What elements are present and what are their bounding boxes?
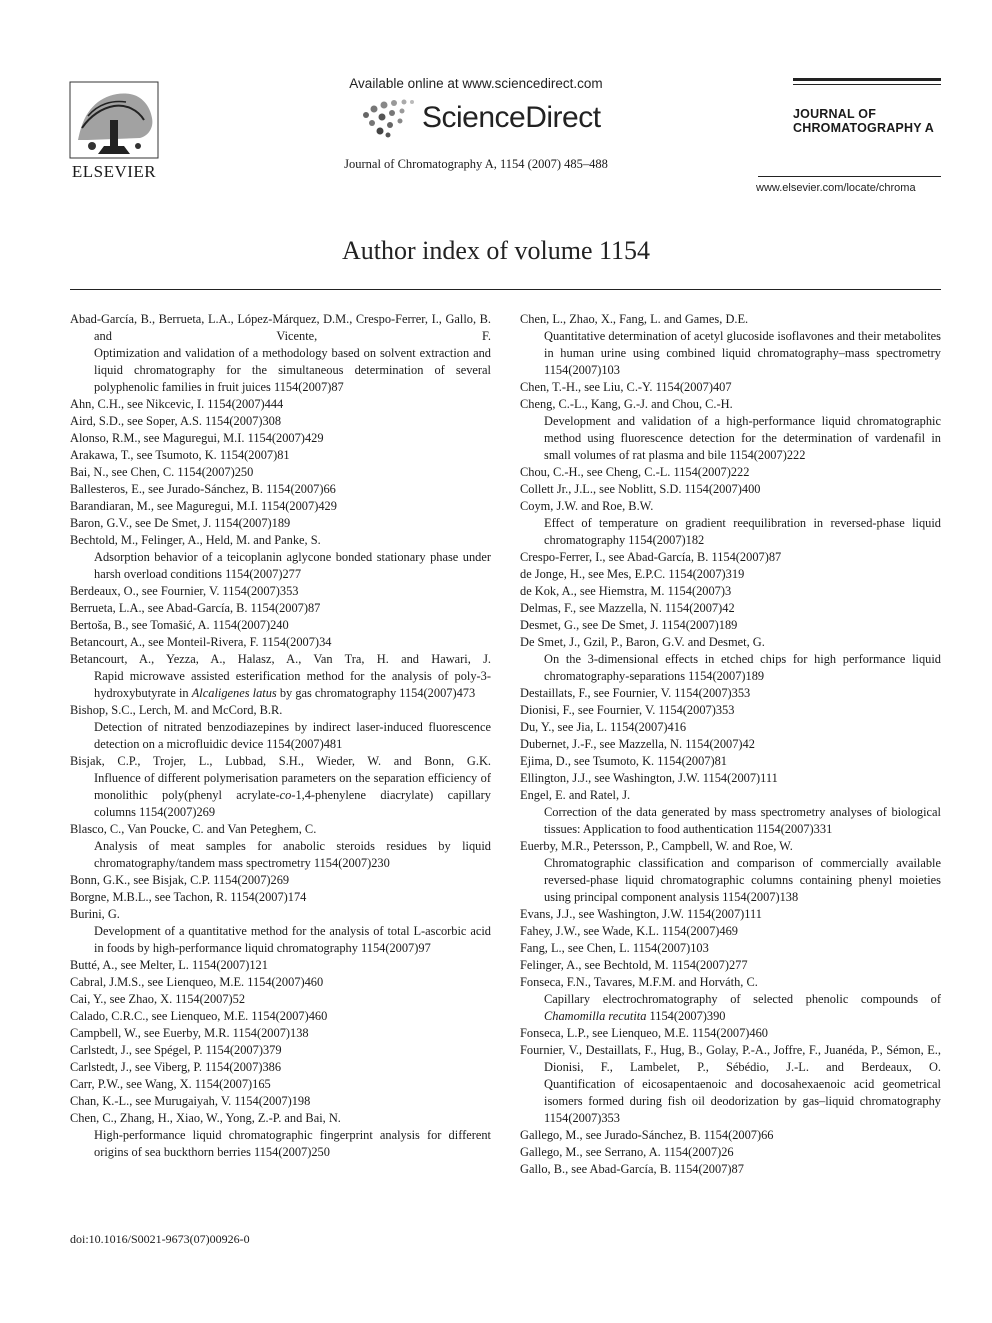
sciencedirect-dots-icon (360, 99, 420, 139)
entry-authors: Bisjak, C.P., Trojer, L., Lubbad, S.H., Wieder, W. and Bonn, G.K. (70, 754, 491, 768)
entry-authors: Betancourt, A., Yezza, A., Halasz, A., Van Tra, H. and Hawari, J. (70, 652, 491, 666)
index-entry (70, 481, 491, 498)
elsevier-logo (68, 80, 160, 182)
index-column-right (520, 311, 941, 1178)
entry-authors: Dionisi, F., see Fournier, V. 1154(2007)353 (520, 703, 735, 717)
entry-authors: de Kok, A., see Hiemstra, M. 1154(2007)3 (520, 584, 732, 598)
entry-title: Adsorption behavior of a teicoplanin aglycone bonded stationary phase under harsh overload conditions 1154(2007)277 (94, 550, 491, 581)
entry-authors: Ballesteros, E., see Jurado-Sánchez, B. 1154(2007)66 (70, 482, 336, 496)
entry-title: Chromatographic classification and comparison of commercially available reversed-phase liquid chromatographic columns containing phenyl moieties using principal component analysis 1154(2007)138 (544, 856, 941, 904)
index-entry (70, 617, 491, 634)
entry-authors: Fournier, V., Destaillats, F., Hug, B., Golay, P.-A., Joffre, F., Juanéda, P., Sémon, E., Dionisi, F., Lambelet, P., Sébédio, J.-L. and Berdeaux, O. (520, 1043, 941, 1074)
entry-authors: Carlstedt, J., see Viberg, P. 1154(2007)386 (70, 1060, 282, 1074)
entry-title-text: Rapid microwave assisted esterification method for the analysis of poly-3-hydroxybutyrate in (94, 669, 491, 700)
elsevier-tree-icon (68, 80, 160, 160)
entry-authors: Abad-García, B., Berrueta, L.A., López-Márquez, D.M., Crespo-Ferrer, I., Gallo, B. and Vicente, F. (70, 312, 491, 343)
index-entry (520, 685, 941, 702)
entry-title: Quantitative determination of acetyl glucoside isoflavones and their metabolites in human urine using combined liquid chromatography–mass spectrometry 1154(2007)103 (544, 329, 941, 377)
entry-authors: Ejima, D., see Tsumoto, K. 1154(2007)81 (520, 754, 727, 768)
index-entry (70, 532, 491, 583)
entry-authors: Fang, L., see Chen, L. 1154(2007)103 (520, 941, 709, 955)
entry-title (94, 770, 491, 821)
index-entry (70, 498, 491, 515)
masthead-rule (793, 78, 941, 81)
title-divider (70, 289, 941, 290)
journal-masthead (793, 78, 941, 135)
index-entry (70, 600, 491, 617)
publisher-name: ELSEVIER (71, 162, 157, 181)
entry-title-text: Influence of different polymerisation parameters on the separation efficiency of monolithic poly(phenyl acrylate- (94, 771, 491, 802)
entry-authors: Chen, C., Zhang, H., Xiao, W., Yong, Z.-P. and Bai, N. (70, 1111, 341, 1125)
entry-authors: Calado, C.R.C., see Lienqueo, M.E. 1154(2007)460 (70, 1009, 328, 1023)
index-entry (520, 787, 941, 838)
masthead-rule-thin (793, 84, 941, 85)
entry-authors: Bertoša, B., see Tomašić, A. 1154(2007)240 (70, 618, 289, 632)
entry-authors: Engel, E. and Ratel, J. (520, 788, 631, 802)
entry-authors: Fonseca, F.N., Tavares, M.F.M. and Horváth, C. (520, 975, 758, 989)
index-entry (520, 634, 941, 685)
entry-authors: Chen, T.-H., see Liu, C.-Y. 1154(2007)407 (520, 380, 732, 394)
sciencedirect-brand: ScienceDirect (422, 101, 601, 134)
index-entry (520, 1144, 941, 1161)
entry-title-italic: Chamomilla recutita (544, 1009, 647, 1023)
entry-authors: Barandiaran, M., see Maguregui, M.I. 1154(2007)429 (70, 499, 337, 513)
index-entry (520, 719, 941, 736)
entry-authors: Burini, G. (70, 907, 120, 921)
index-entry (520, 379, 941, 396)
index-entry (70, 974, 491, 991)
index-entry (70, 651, 491, 702)
index-entry (520, 753, 941, 770)
entry-authors: Arakawa, T., see Tsumoto, K. 1154(2007)81 (70, 448, 290, 462)
entry-authors: Dubernet, J.-F., see Mazzella, N. 1154(2007)42 (520, 737, 755, 751)
index-entry (520, 1025, 941, 1042)
entry-authors: Berrueta, L.A., see Abad-García, B. 1154(2007)87 (70, 601, 321, 615)
index-entry (520, 311, 941, 379)
entry-title-text: by gas chromatography 1154(2007)473 (276, 686, 476, 700)
entry-title: Quantification of eicosapentaenoic and docosahexaenoic acid geometrical isomers formed during fish oil deodorization by gas–liquid chromatography 1154(2007)353 (544, 1077, 941, 1125)
entry-authors: Evans, J.J., see Washington, J.W. 1154(2007)111 (520, 907, 762, 921)
index-entry (520, 498, 941, 549)
index-entry (70, 1025, 491, 1042)
index-entry (70, 464, 491, 481)
index-entry (520, 736, 941, 753)
entry-authors: Bai, N., see Chen, C. 1154(2007)250 (70, 465, 254, 479)
entry-title-text: -1,4-phenylene diacrylate) capillary columns 1154(2007)269 (94, 788, 491, 819)
entry-authors: Fahey, J.W., see Wade, K.L. 1154(2007)469 (520, 924, 738, 938)
index-entry (520, 566, 941, 583)
entry-title: Detection of nitrated benzodiazepines by indirect laser-induced fluorescence detection on a microfluidic device 1154(2007)481 (94, 720, 491, 751)
entry-authors: Bonn, G.K., see Bisjak, C.P. 1154(2007)269 (70, 873, 290, 887)
index-entry (520, 549, 941, 566)
entry-authors: Blasco, C., Van Poucke, C. and Van Peteghem, C. (70, 822, 317, 836)
entry-title: Correction of the data generated by mass spectrometry analyses of biological tissues: Application to food authentication 1154(2007)331 (544, 805, 941, 836)
entry-title-text: 1154(2007)390 (646, 1009, 726, 1023)
index-entry (520, 396, 941, 464)
index-entry (70, 991, 491, 1008)
journal-citation: Journal of Chromatography A, 1154 (2007) 485–488 (344, 157, 608, 171)
entry-authors: Bechtold, M., Felinger, A., Held, M. and Panke, S. (70, 533, 321, 547)
center-header (300, 76, 652, 172)
doi[interactable]: doi:10.1016/S0021-9673(07)00926-0 (70, 1232, 250, 1246)
index-entry (520, 838, 941, 906)
entry-authors: Cabral, J.M.S., see Lienqueo, M.E. 1154(2007)460 (70, 975, 324, 989)
index-entry (70, 311, 491, 396)
entry-authors: Du, Y., see Jia, L. 1154(2007)416 (520, 720, 687, 734)
entry-authors: Crespo-Ferrer, I., see Abad-García, B. 1154(2007)87 (520, 550, 782, 564)
entry-title: Analysis of meat samples for anabolic steroids residues by liquid chromatography/tandem mass spectrometry 1154(2007)230 (94, 839, 491, 870)
entry-title: High-performance liquid chromatographic fingerprint analysis for different origins of sea buckthorn berries 1154(2007)250 (94, 1128, 491, 1159)
entry-title (544, 991, 941, 1025)
entry-authors: Cheng, C.-L., Kang, G.-J. and Chou, C.-H. (520, 397, 733, 411)
entry-title: Development and validation of a high-performance liquid chromatographic method using fluorescence detection for the determination of vardenafil in small volumes of rat plasma and bile 1154(2007)222 (544, 414, 941, 462)
entry-authors: Betancourt, A., see Monteil-Rivera, F. 1154(2007)34 (70, 635, 332, 649)
entry-authors: Desmet, G., see De Smet, J. 1154(2007)189 (520, 618, 738, 632)
entry-authors: Campbell, W., see Euerby, M.R. 1154(2007)138 (70, 1026, 309, 1040)
index-entry (70, 821, 491, 872)
entry-title: Optimization and validation of a methodology based on solvent extraction and liquid chromatography for the simultaneous determination of several polyphenolic families in fruit juices 1154(2007)87 (94, 346, 491, 394)
index-entry (520, 1161, 941, 1178)
entry-authors: Destaillats, F., see Fournier, V. 1154(2007)353 (520, 686, 751, 700)
entry-authors: Baron, G.V., see De Smet, J. 1154(2007)189 (70, 516, 291, 530)
available-online-text[interactable]: Available online at www.sciencedirect.com (349, 76, 603, 91)
entry-authors: Coym, J.W. and Roe, B.W. (520, 499, 654, 513)
index-column-left (70, 311, 491, 1161)
index-entry (70, 1093, 491, 1110)
index-entry (70, 889, 491, 906)
entry-authors: Fonseca, L.P., see Lienqueo, M.E. 1154(2007)460 (520, 1026, 768, 1040)
index-entry (520, 617, 941, 634)
index-entry (70, 1059, 491, 1076)
index-entry (70, 906, 491, 957)
index-entry (70, 1008, 491, 1025)
index-entry (520, 770, 941, 787)
entry-authors: Borgne, M.B.L., see Tachon, R. 1154(2007)174 (70, 890, 307, 904)
index-entry (70, 430, 491, 447)
entry-authors: Chou, C.-H., see Cheng, C.-L. 1154(2007)222 (520, 465, 750, 479)
entry-title: Effect of temperature on gradient reequilibration in reversed-phase liquid chromatography 1154(2007)182 (544, 516, 941, 547)
entry-title-italic: Alcaligenes latus (191, 686, 277, 700)
entry-authors: Butté, A., see Melter, L. 1154(2007)121 (70, 958, 268, 972)
entry-title: On the 3-dimensional effects in etched chips for high performance liquid chromatography-separations 1154(2007)189 (544, 652, 941, 683)
journal-name-line2: CHROMATOGRAPHY A (793, 121, 934, 135)
entry-title-text: Capillary electrochromatography of selected phenolic compounds of (544, 992, 941, 1006)
index-entry (520, 974, 941, 1025)
entry-title (94, 668, 491, 702)
entry-authors: Collett Jr., J.L., see Noblitt, S.D. 1154(2007)400 (520, 482, 761, 496)
entry-authors: Ahn, C.H., see Nikcevic, I. 1154(2007)444 (70, 397, 284, 411)
index-entry (520, 481, 941, 498)
entry-authors: Felinger, A., see Bechtold, M. 1154(2007)277 (520, 958, 748, 972)
index-entry (520, 957, 941, 974)
entry-authors: Cai, Y., see Zhao, X. 1154(2007)52 (70, 992, 246, 1006)
entry-authors: Chan, K.-L., see Murugaiyah, V. 1154(2007)198 (70, 1094, 311, 1108)
index-entry (70, 702, 491, 753)
sciencedirect-logo (300, 97, 652, 145)
index-entry (70, 634, 491, 651)
entry-authors: Delmas, F., see Mazzella, N. 1154(2007)42 (520, 601, 735, 615)
index-entry (70, 957, 491, 974)
page-title: Author index of volume 1154 (341, 236, 651, 265)
index-entry (70, 1042, 491, 1059)
entry-authors: de Jonge, H., see Mes, E.P.C. 1154(2007)319 (520, 567, 745, 581)
index-entry (520, 1042, 941, 1127)
entry-authors: Aird, S.D., see Soper, A.S. 1154(2007)308 (70, 414, 282, 428)
index-entry (70, 872, 491, 889)
entry-authors: Chen, L., Zhao, X., Fang, L. and Games, D.E. (520, 312, 749, 326)
entry-authors: Berdeaux, O., see Fournier, V. 1154(2007)353 (70, 584, 299, 598)
entry-authors: Ellington, J.J., see Washington, J.W. 1154(2007)111 (520, 771, 778, 785)
index-entry (70, 1110, 491, 1161)
journal-url-rule (758, 176, 941, 177)
index-entry (70, 515, 491, 532)
index-entry (70, 447, 491, 464)
entry-authors: Gallo, B., see Abad-García, B. 1154(2007)87 (520, 1162, 744, 1176)
journal-name-line1: JOURNAL OF (793, 107, 877, 121)
entry-authors: Gallego, M., see Jurado-Sánchez, B. 1154(2007)66 (520, 1128, 774, 1142)
index-entry (70, 396, 491, 413)
entry-authors: Euerby, M.R., Petersson, P., Campbell, W. and Roe, W. (520, 839, 793, 853)
entry-title-italic: co (279, 788, 292, 802)
index-entry (520, 923, 941, 940)
index-entry (70, 413, 491, 430)
entry-authors: Bishop, S.C., Lerch, M. and McCord, B.R. (70, 703, 283, 717)
index-entry (520, 940, 941, 957)
entry-authors: Alonso, R.M., see Maguregui, M.I. 1154(2007)429 (70, 431, 324, 445)
entry-authors: Carlstedt, J., see Spégel, P. 1154(2007)379 (70, 1043, 282, 1057)
index-entry (520, 600, 941, 617)
entry-authors: De Smet, J., Gzil, P., Baron, G.V. and Desmet, G. (520, 635, 765, 649)
index-entry (520, 702, 941, 719)
index-entry (70, 1076, 491, 1093)
index-entry (520, 906, 941, 923)
index-entry (70, 753, 491, 821)
entry-authors: Carr, P.W., see Wang, X. 1154(2007)165 (70, 1077, 271, 1091)
journal-url[interactable]: www.elsevier.com/locate/chroma (756, 182, 916, 194)
journal-name (793, 107, 941, 135)
index-entry (520, 1127, 941, 1144)
entry-authors: Gallego, M., see Serrano, A. 1154(2007)26 (520, 1145, 734, 1159)
index-entry (520, 583, 941, 600)
index-entry (70, 583, 491, 600)
entry-title: Development of a quantitative method for the analysis of total L-ascorbic acid in foods by high-performance liquid chromatography 1154(2007)97 (94, 924, 491, 955)
index-entry (520, 464, 941, 481)
